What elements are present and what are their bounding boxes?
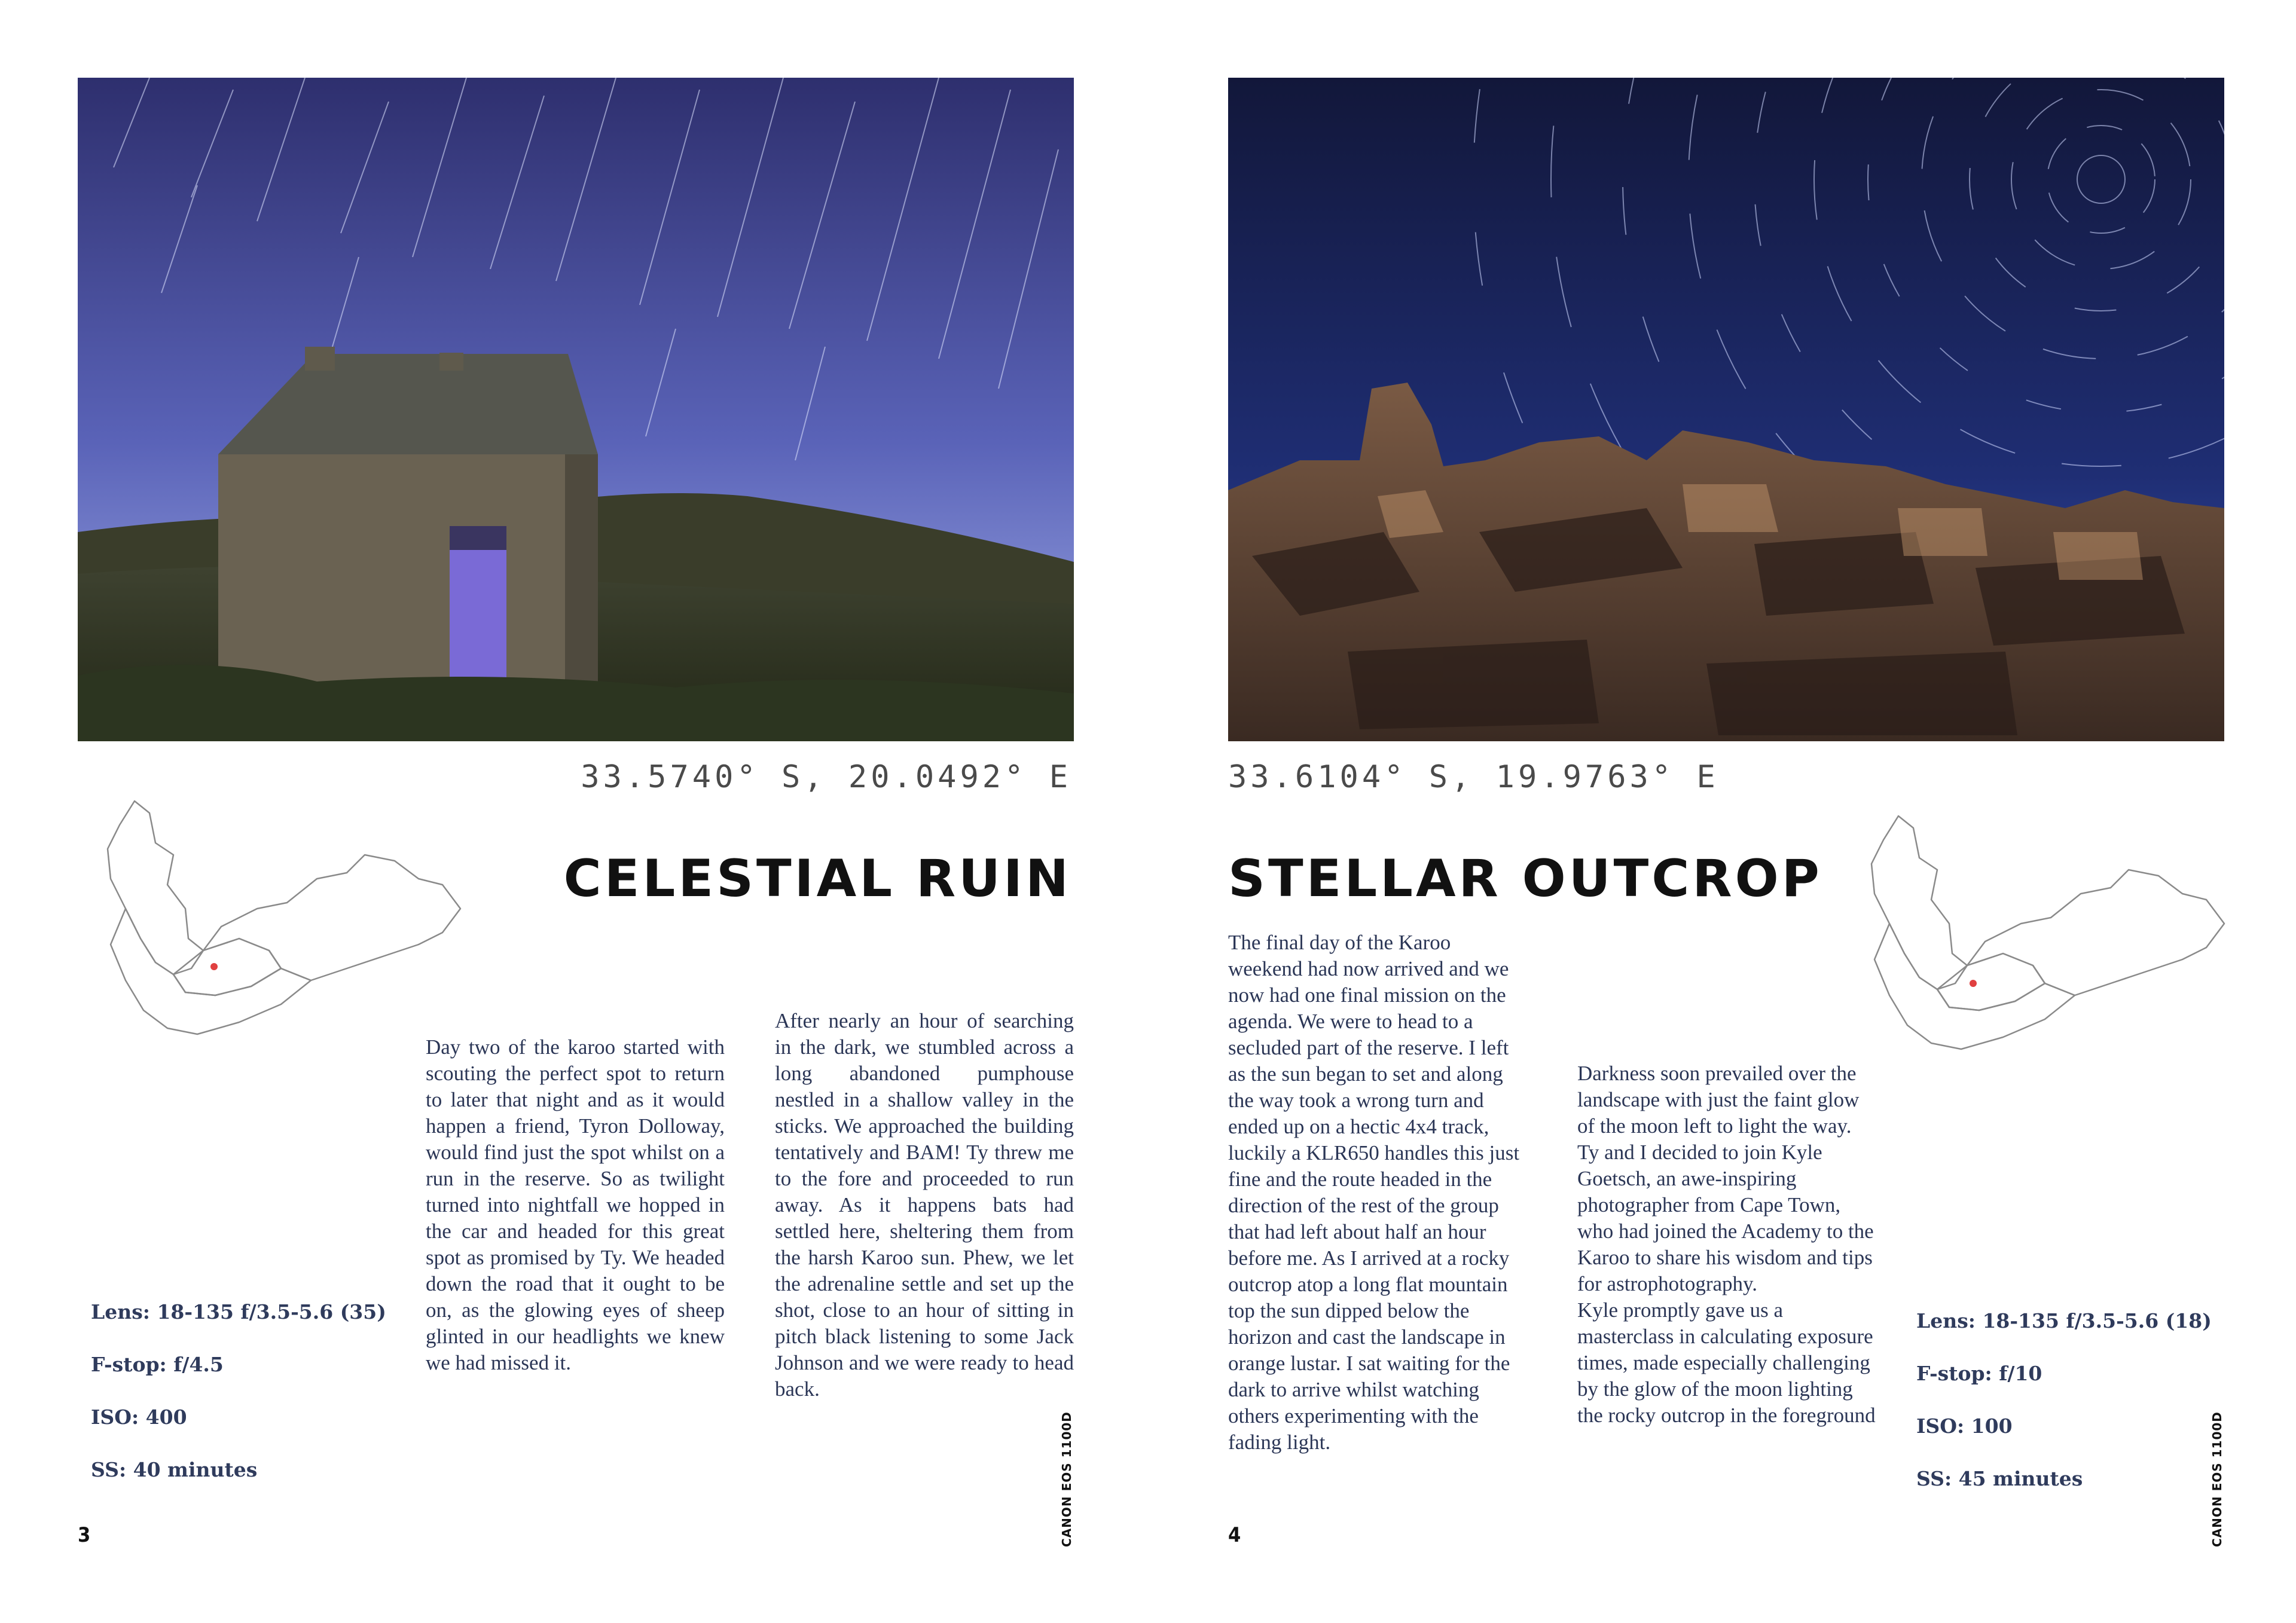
body-text-column-1: Day two of the karoo started with scouting the perfect spot to return to later that night and as it would happen a friend, Tyron Dolloway, would find just the spot whilst on a run in the reserve. So as twilight turned into nightfall we hopped in the car and headed for this great spot as promised by Ty. We headed down the road that it ought to be on, as the glowing eyes of sheep glinted in our headlights we knew we had missed it. — [426, 1035, 725, 1374]
spec-lens: Lens: 18-135 f/3.5-5.6 (35) — [91, 1300, 386, 1324]
body-text-column-2: Darkness soon prevailed over the landscape with just the faint glow of the moon left to light the way. Ty and I decided to join Kyle Goetsch, an awe-inspiring photographer from Cape Town, who had joined the Academy to the Karoo to share his wisdom and tips for astrophotography. Kyle promptly gave us a masterclass in calculating exposure times, made especially challenging by the glow of the moon lighting the rocky outcrop in the foreground — [1577, 1062, 1876, 1427]
camera-model: CANON EOS 1100D — [2210, 1411, 2224, 1547]
spec-iso: ISO: 100 — [1916, 1414, 2013, 1438]
spec-shutter-speed: SS: 45 minutes — [1916, 1467, 2083, 1490]
photo-celestial-ruin — [78, 78, 1074, 741]
spec-lens: Lens: 18-135 f/3.5-5.6 (18) — [1916, 1309, 2212, 1332]
page-number: 3 — [78, 1523, 91, 1547]
spec-fstop: F-stop: f/4.5 — [91, 1353, 224, 1376]
coordinates: 33.5740° S, 20.0492° E — [581, 759, 1071, 795]
page-title: STELLAR OUTCROP — [1228, 849, 1822, 909]
region-map-icon — [84, 789, 466, 1046]
photo-stellar-outcrop — [1228, 78, 2224, 741]
spec-fstop: F-stop: f/10 — [1916, 1362, 2042, 1385]
page-title: CELESTIAL RUIN — [563, 849, 1071, 909]
region-map-icon — [1848, 804, 2230, 1061]
camera-model: CANON EOS 1100D — [1060, 1411, 1074, 1547]
spec-iso: ISO: 400 — [91, 1405, 187, 1429]
spec-shutter-speed: SS: 40 minutes — [91, 1458, 258, 1481]
page-number: 4 — [1228, 1523, 1241, 1547]
body-text-column-1: The final day of the Karoo weekend had now arrived and we now had one final mission on the agenda. We were to head to a secluded part of the reserve. I left as the sun began to set and along the way took a wrong turn and ended up on a hectic 4x4 track, luckily a KLR650 handles this just fine and the route headed in the direction of the rest of the group that had left about half an hour before me. As I arrived at a rocky outcrop atop a long flat mountain top the sun dipped below the horizon and cast the landscape in orange lustar. I sat waiting for the dark to arrive whilst watching others experimenting with the fading light. — [1228, 931, 1520, 1454]
body-text-column-2: After nearly an hour of searching in the dark, we stumbled across a long abandoned pumphouse nestled in a shallow valley in the sticks. We approached the building tentatively and BAM! Ty threw me to the fore and proceeded to run away. As it happens bats had settled here, sheltering them from the harsh Karoo sun. Phew, we let the adrenaline settle and set up the shot, close to an hour of sitting in pitch black listening to some Jack Johnson and we were ready to head back. — [775, 1009, 1074, 1401]
coordinates: 33.6104° S, 19.9763° E — [1228, 759, 1719, 795]
